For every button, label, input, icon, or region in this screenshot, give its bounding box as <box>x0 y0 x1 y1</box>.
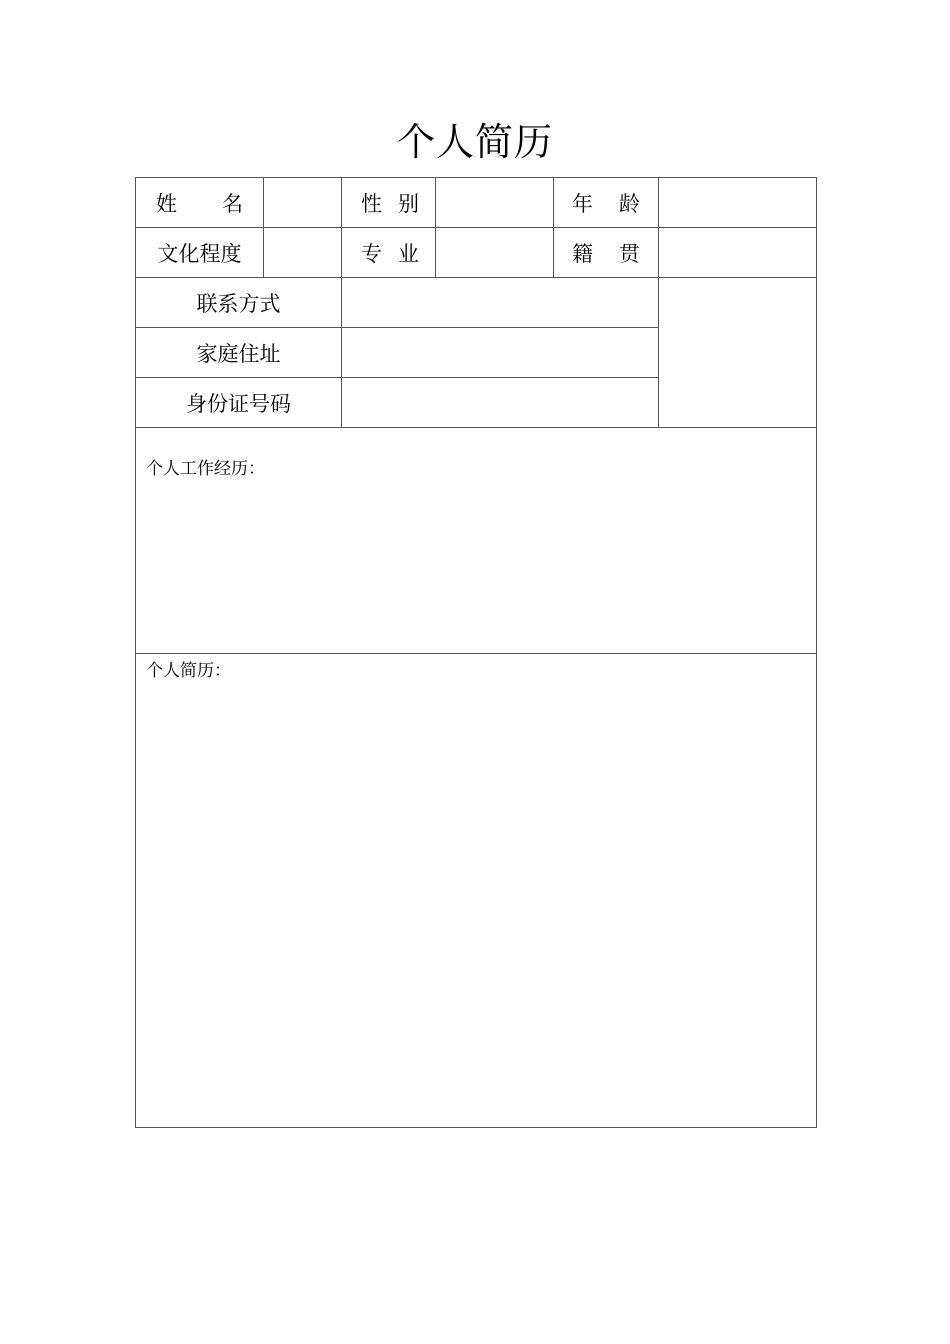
contact-field[interactable] <box>342 278 659 328</box>
major-field[interactable] <box>436 228 554 278</box>
form-row-resume <box>136 654 817 1128</box>
form-row-contact <box>136 278 817 328</box>
form-row-education <box>136 228 817 278</box>
origin-label: 籍贯 <box>554 228 659 278</box>
gender-field[interactable] <box>436 178 554 228</box>
id-number-label: 身份证号码 <box>136 378 342 428</box>
page-title: 个人简历 <box>396 120 553 164</box>
form-row-work-experience <box>136 428 817 654</box>
education-label: 文化程度 <box>136 228 264 278</box>
form-row-basic <box>136 178 817 228</box>
address-field[interactable] <box>342 328 659 378</box>
gender-label: 性别 <box>342 178 436 228</box>
resume-label: 个人简历： <box>146 661 231 681</box>
address-label: 家庭住址 <box>136 328 342 378</box>
photo-area[interactable] <box>659 278 817 428</box>
id-number-field[interactable] <box>342 378 659 428</box>
work-experience-label: 个人工作经历： <box>146 459 265 479</box>
work-experience-section[interactable] <box>136 428 817 654</box>
resume-form-table <box>135 177 817 1128</box>
major-label: 专业 <box>342 228 436 278</box>
resume-section[interactable] <box>136 654 817 1128</box>
origin-field[interactable] <box>659 228 817 278</box>
contact-label: 联系方式 <box>136 278 342 328</box>
education-field[interactable] <box>264 228 342 278</box>
name-field[interactable] <box>264 178 342 228</box>
age-field[interactable] <box>659 178 817 228</box>
age-label: 年龄 <box>554 178 659 228</box>
name-label: 姓名 <box>136 178 264 228</box>
